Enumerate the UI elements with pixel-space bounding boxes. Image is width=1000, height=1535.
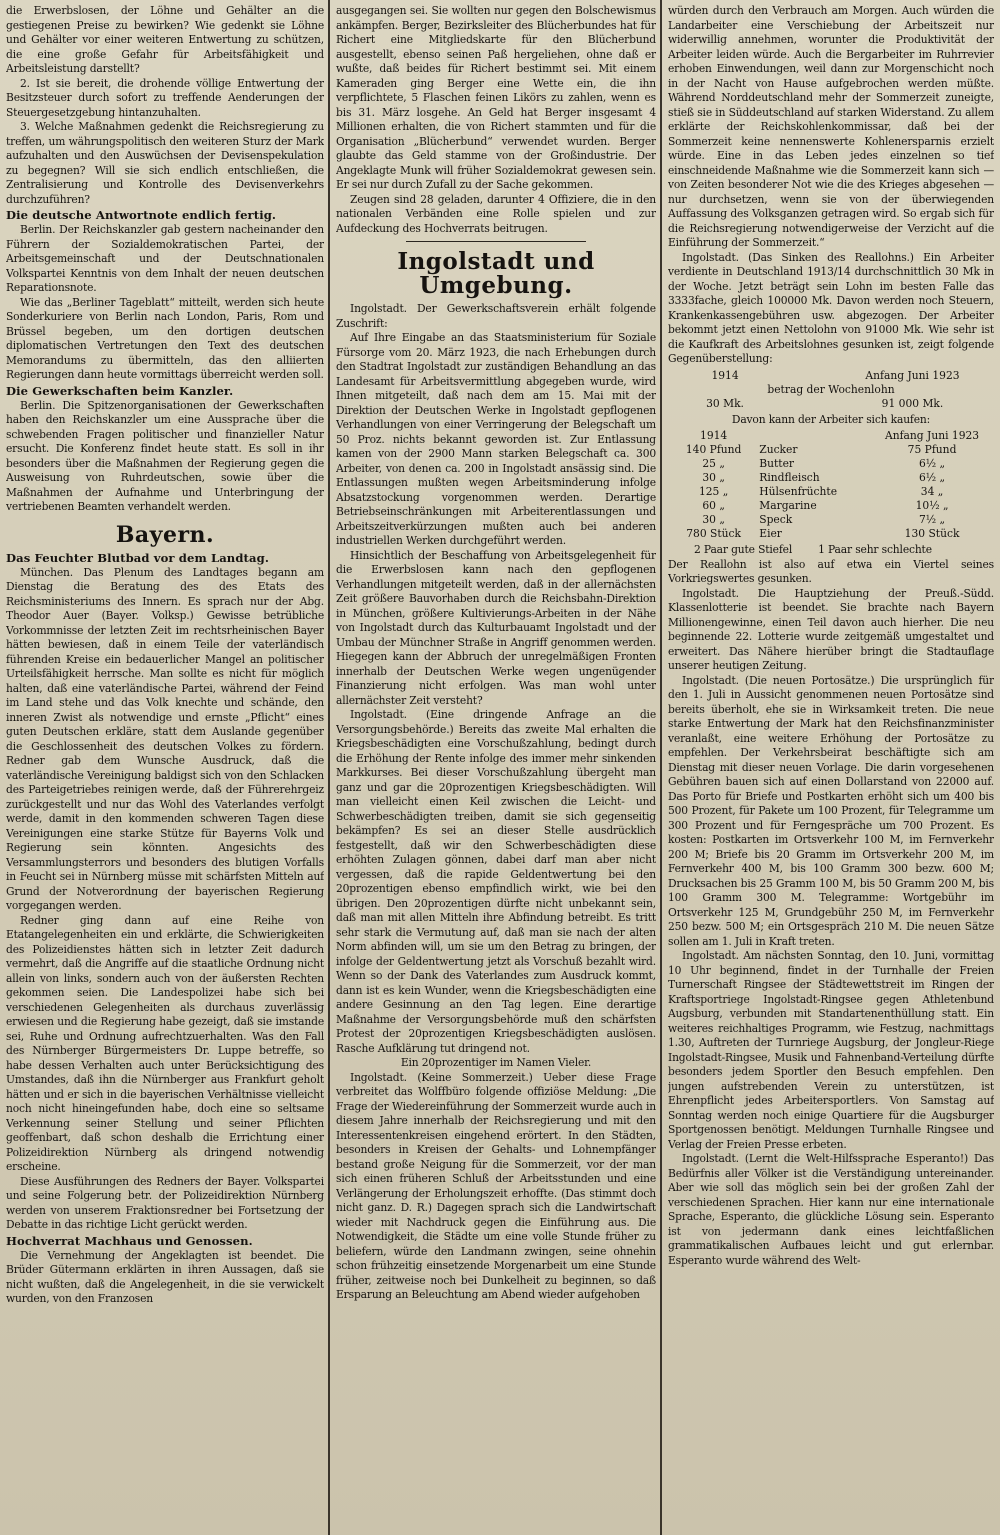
article-text: Ingolstadt. (Das Sinken des Reallohns.) Ein Arbeiter verdiente in Deutschland 1913/14 durchschnittlich 30 Mk in der Woche. Jetzt beträgt sein Lohn im besten Falle das 3333fache, gleich 100000 Mk. Davon werden noch Steuern, Krankenkassengebühren usw. abgezogen. Der Arbeiter bekommt jetzt einen Nettolohn von 91000 Mk. Wie sehr ist die Kaufkraft des Arbeitslohnes gesunken ist, zeigt folgende Gegenüberstellung: [668, 250, 994, 365]
article-text: 3. Welche Maßnahmen gedenkt die Reichsregierung zu treffen, um währungspolitisch den weiteren Sturz der Mark aufzuhalten und den Auswüchsen der Devisenspekulation zu begegnen? Will sie sich endlich entschließen, die Zentralisierung und Kontrolle des Devisenverkehrs durchzuführen? [6, 120, 324, 206]
article-text: Redner ging dann auf eine Reihe von Etatangelegenheiten ein und erklärte, die Schwierigkeiten des Polizeidienstes hätten sich in letzter Zeit dadurch vermehrt, daß die Angriffe auf die staatliche Ordnung nicht allein von links, sondern auch von der äußersten Rechten gekommen seien. Die Landespolizei habe sich bei verschiedenen Gelegenheiten als durchaus zuverlässig erwiesen und die Regierung habe gezeigt, daß sie imstande sei, Ruhe und Ordnung aufrechtzuerhalten. Was den Fall des Nürnberger Bürgermeisters Dr. Luppe betreffe, so habe dessen Verhalten auch unter Berücksichtigung des Umstandes, daß ihn die Nürnberger aus Frankfurt geholt hätten und er sich in die bayerischen Verhältnisse vielleicht noch nicht hineingefunden habe, doch eine so seltsame Verkennung seiner Stellung und seiner Pflichten geoffenbart, daß schon deshalb die Errichtung einer Polizeidirektion Nürnberg als dringend notwendig erscheine. [6, 913, 324, 1173]
table-cell: Rindfleisch [759, 471, 820, 484]
article-text: Ingolstadt. (Lernt die Welt-Hilfssprache Esperanto!) Das Bedürfnis aller Völker ist die Verständigung untereinander. Aber wie soll das möglich sein bei der großen Zahl der verschiedenen Sprachen. Hier kann nur eine internationale Sprache, Esperanto, die glückliche Lösung sein. Esperanto ist von jedermann dank eines leichtfaßlichen grammatikalischen Aufbaues leicht und gut erlernbar. Esperanto wurde während des Welt- [668, 1152, 994, 1267]
column-left [6, 4, 324, 1531]
table-cell: 7½ „ [919, 513, 946, 526]
article-text: Berlin. Die Spitzenorganisationen der Gewerkschaften haben den Reichskanzler um eine Aussprache über die schwebenden Fragen politischer und finanzieller Natur ersucht. Die Konferenz findet heute statt. Es soll in ihr besonders über die Maßnahmen der Regierung gegen die Ausweisung von Ruhrdeutschen, sowie über die Maßnahmen der Aufnahme und Unterbringung der vertriebenen Beamten verhandelt werden. [6, 398, 324, 513]
table-cell: 91 000 Mk. [881, 396, 944, 410]
table-cell: 125 „ [698, 485, 729, 498]
table-row [668, 499, 994, 513]
table-row [668, 443, 994, 457]
article-text: die Erwerbslosen, der Löhne und Gehälter an die gestiegenen Preise zu bewirken? Wie gedenkt sie Löhne und Gehälter vor einer weiteren Entwertung zu schützen, die eine große Gefahr für Arbeitsfähigkeit und Arbeitsleistung darstellt? [6, 4, 324, 75]
article-text: Ingolstadt. Am nächsten Sonntag, den 10. Juni, vormittag 10 Uhr beginnend, findet in der Turnhalle der Freien Turnerschaft Ringsee der Städtewettstreit im Ringen der Kraftsportriege Ingolstadt-Ringsee gegen Athletenbund Augsburg, verbunden mit Standartenenthüllung statt. Ein weiteres reichhaltiges Programm, wie Festzug, nachmittags 1.30, Auftreten der Turnriege Augsburg, der Jongleur-Riege Ingolstadt-Ringsee, Musik und Fahnenband-Verteilung dürfte besonders jedem Sportler den Besuch empfehlen. Den jungen aufstrebenden Verein zu unterstützen, ist Ehrenpflicht jedes Arbeitersportlers. Von Samstag auf Sonntag werden noch einige Quartiere für die Augsburger Sportgenossen benötigt. Meldungen Turnhalle Ringsee und Verlag der Freien Presse erbeten. [668, 949, 994, 1151]
article-text: Auf Ihre Eingabe an das Staatsministerium für Soziale Fürsorge vom 20. März 1923, die nach Erhebungen durch den Stadtrat Ingolstadt zur zuständigen Behandlung an das Landesamt für Arbeitsvermittlung abgegeben wurde, wird Ihnen mitgeteilt, daß nach dem am 15. Mai mit der Direktion der Deutschen Werke in Ingolstadt gepflogenen Verhandlungen von einer Verringerung der Belegschaft um 50 Proz. nichts bekannt geworden ist. Zur Entlassung kamen von der 2900 Mann starken Belegschaft ca. 300 Arbeiter, von denen ca. 200 in Ingolstadt ansässig sind. Die Entlassungen mußten wegen Arbeitsminderung infolge Absatzstockung vorgenommen werden. Derartige Betriebseinschränkungen mit Arbeiterentlassungen und Arbeitszeitverkürzungen mußten auch bei anderen industriellen Werken durchgeführt werden. [336, 331, 656, 547]
section-divider [406, 241, 586, 242]
article-text: würden durch den Verbrauch am Morgen. Auch würden die Landarbeiter eine Verschiebung der Arbeitszeit nur widerwillig annehmen, worunter die Produktivität der Arbeiter leiden würde. Auch die Bergarbeiter im Ruhrrevier erhoben Einwendungen, weil dann zur Morgenschicht noch in der Nacht von Hause aufgebrochen werden müßte. Während Norddeutschland mehr der Sommerzeit zuneigte, stieß sie in Süddeutschland auf starken Widerstand. Zu allem erklärte der Reichskohlenkommissar, daß bei der Sommerzeit keine nennenswerte Kohlenersparnis erzielt würde. Eine in das Leben jedes einzelnen so tief einschneidende Maßnahme wie die Sommerzeit kann sich — von Zeiten besonderer Not wie die des Krieges abgesehen — nur durchsetzen, wenn sie von der überwiegenden Auffassung des Volksganzen getragen wird. So ergab sich für die Reichsregierung notwendigerweise der Verzicht auf die Einführung der Sommerzeit.“ [668, 4, 994, 249]
table-cell: Margarine [759, 499, 817, 512]
article-text: Die Vernehmung der Angeklagten ist beendet. Die Brüder Gütermann erklärten in ihren Aussagen, daß sie nicht wußten, daß die Angelegenheit, in die sie verwickelt wurden, von den Franzosen [6, 1248, 324, 1305]
column-right [668, 4, 994, 1531]
goods-table [668, 429, 994, 541]
column-middle [336, 4, 656, 1531]
article-text: Der Reallohn ist also auf etwa ein Viertel seines Vorkriegswertes gesunken. [668, 557, 994, 585]
headline-gewerkschaften: Die Gewerkschaften beim Kanzler. [6, 383, 234, 398]
column-rule [328, 0, 330, 1535]
article-text: München. Das Plenum des Landtages begann am Dienstag die Beratung des des Etats des Reichsministeriums des Innern. Es sprach nur der Abg. Theodor Auer (Bayer. Volksp.) Gewisse betrübliche Vorkommnisse der letzten Zeit im rechtsrheinischen Bayer hätten bewiesen, daß in einem Teile der vaterländisch führenden Kreise ein bedauerlicher Mangel an politischer Urteilsfähigkeit herrsche. Man sollte es nicht für möglich halten, daß eine vaterländische Partei, während der Feind im Land stehe und das Volk knechte und schände, den inneren Zwist als notwendige und ernste „Pflicht“ eines guten Deutschen erkläre, statt dem Auslande gegenüber die Geschlossenheit des deutschen Volkes zu fördern. Redner gab dem Wunsche Ausdruck, daß die vaterländische Vereinigung baldigst sich von den Schlacken des Parteigetriebes reinigen werde, daß der Führerehrgeiz zurückgestellt und nur das Wohl des Vaterlandes verfolgt werde, damit in den kommenden schweren Tagen diese Vereinigungen eine starke Stütze für Bayerns Volk und Regierung sein könnten. Angesichts des Versammlungsterrors und besonders des blutigen Vorfalls in Feucht sei in Nürnberg müsse mit schärfsten Mitteln auf Grund der Notverordnung der bayerischen Regierung vorgegangen werden. [6, 565, 324, 912]
table-cell: 75 Pfund [907, 443, 957, 456]
table-cell: Speck [759, 513, 793, 526]
table-row [668, 527, 994, 541]
table-row [668, 513, 994, 527]
table-header-juni: Anfang Juni 1923 [884, 429, 980, 442]
table-cell: 60 „ [702, 499, 725, 512]
table-cell: 780 Stück [686, 527, 742, 540]
article-text: Ingolstadt. Die Hauptziehung der Preuß.-Südd. Klassenlotterie ist beendet. Sie brachte nach Bayern Millionengewinne, einen Teil davon auch hierher. Die neu beginnende 22. Lotterie wurde zeitgemäß umgestaltet und erweitert. Das Nähere hierüber bringt die Stadtauflage unserer heutigen Zeitung. [668, 586, 994, 672]
table-caption: betrag der Wochenlohn [767, 382, 895, 396]
headline-antwortnote: Die deutsche Antwortnote endlich fertig. [6, 208, 277, 222]
table-row [668, 457, 994, 471]
table-cell: Hülsenfrüchte [759, 485, 838, 498]
table-caption: Davon kann der Arbeiter sich kaufen: [731, 412, 931, 426]
table-cell: 6½ „ [919, 457, 946, 470]
column-rule [660, 0, 662, 1535]
table-cell: 30 „ [702, 471, 725, 484]
article-text: Ingolstadt. Der Gewerkschaftsverein erhält folgende Zuschrift: [336, 302, 656, 330]
table-cell: 6½ „ [919, 471, 946, 484]
table-last-row: 2 Paar gute Stiefel 1 Paar sehr schlechte [694, 543, 932, 556]
article-text: Diese Ausführungen des Redners der Bayer. Volkspartei und seine Folgerung betr. der Polizeidirektion Nürnberg werden von unserem Fraktionsredner bei Fortsetzung der Debatte in das richtige Licht gerückt werden. [6, 1174, 324, 1231]
article-text: Zeugen sind 28 geladen, darunter 4 Offiziere, die in den nationalen Verbänden eine Rolle spielen und zur Aufdeckung des Hochverrats beitrugen. [336, 192, 656, 235]
table-header-1914: 1914 [700, 429, 728, 442]
table-cell: 10½ „ [915, 499, 949, 512]
table-cell: 25 „ [702, 457, 725, 470]
headline-feucht: Das Feuchter Blutbad vor dem Landtag. [6, 550, 269, 565]
article-text: Wie das „Berliner Tageblatt“ mitteilt, werden sich heute Sonderkuriere von Berlin nach London, Paris, Rom und Brüssel begeben, um den dortigen deutschen diplomatischen Vertretungen den Text des deutschen Memorandums zu übermitteln, das den alliierten Regierungen dann heute vormittags überreicht werden soll. [6, 295, 324, 381]
section-title-bayern: Bayern. [115, 521, 215, 548]
table-header-juni: Anfang Juni 1923 [865, 368, 960, 382]
table-cell: 30 Mk. [706, 396, 744, 410]
table-cell: 34 „ [920, 485, 944, 498]
table-row [668, 471, 994, 485]
headline-hochverrat: Hochverrat Machhaus und Genossen. [6, 1233, 253, 1248]
article-text: Ingolstadt. (Eine dringende Anfrage an die Versorgungsbehörde.) Bereits das zweite Mal erhalten die Kriegsbeschädigten eine Vorschußzahlung, bedingt durch die Erhöhung der Rente infolge des immer mehr sinkenden Markkurses. Bei dieser Vorschußzahlung übergeht man ganz und gar die 20prozentigen Kriegsbeschädigten. Will man vielleicht einen Keil zwischen die Leicht- und Schwerbeschädigten treiben, damit sie sich gegenseitig bekämpfen? Es sei an dieser Stelle ausdrücklich festgestellt, daß wir den Schwerbeschädigten diese erhöhten Zulagen gönnen, dabei darf man aber nicht vergessen, daß die rapide Geldentwertung bei den 20prozentigen ebenso empfindlich wirkt, wie bei den übrigen. Den 20prozentigen dürfte nicht unbekannt sein, daß man mit allen Mitteln ihre Abfindung betreibt. Es tritt sehr stark die Vermutung auf, daß man sie nach der alten Norm abfinden will, um sie um den Betrag zu bringen, der infolge der Geldentwertung jetzt als Vorschuß bezahlt wird. Wenn so der Dank des Vaterlandes zum Ausdruck kommt, dann ist es kein Wunder, wenn die Kriegsbeschädigten eine andere Gesinnung an den Tag legen. Eine derartige Maßnahme der Versorgungsbehörde muß den schärfsten Protest der 20prozentigen Kriegsbeschädigten auslösen. Rasche Aufklärung tut dringend not. [336, 708, 656, 1055]
article-text: Ingolstadt. (Die neuen Portosätze.) Die ursprünglich für den 1. Juli in Aussicht genommenen neuen Portosätze sind bereits überholt, ehe sie in Wirksamkeit treten. Die neue starke Entwertung der Mark hat den Reichsfinanzminister veranlaßt, eine weitere Erhöhung der Portosätze zu empfehlen. Der Verkehrsbeirat beschäftigte sich am Dienstag mit dieser neuen Vorlage. Die darin vorgesehenen Gebühren bauen sich auf einen Dollarstand von 22000 auf. Das Porto für Briefe und Postkarten erhöht sich um 400 bis 500 Prozent, für Pakete um 100 Prozent, für Telegramme um 300 Prozent und für Ferngespräche um 700 Prozent. Es kosten: Postkarten im Ortsverkehr 100 M, im Fernverkehr 200 M; Briefe bis 20 Gramm im Ortsverkehr 200 M, im Fernverkehr 400 M, bis 100 Gramm 300 bezw. 600 M; Drucksachen bis 25 Gramm 100 M, bis 50 Gramm 200 M, bis 100 Gramm 300 M. Telegramme: Wortgebühr im Ortsverkehr 125 M, Grundgebühr 250 M, im Fernverkehr 250 bezw. 500 M; ein Ortsgespräch 210 M. Die neuen Sätze sollen am 1. Juli in Kraft treten. [668, 673, 994, 948]
table-cell: 130 Stück [904, 527, 960, 540]
article-text: ausgegangen sei. Sie wollten nur gegen den Bolschewismus ankämpfen. Berger, Bezirksleiter des Blücherbundes hat für Richert eine Mitgliedskarte für den Blücherbund ausgestellt, ebenso seinen Paß hergeliehen, ohne daß er wußte, daß beides für Richert bestimmt sei. Mit einem Kameraden ging Berger eine Wette ein, die ihn verpflichtete, 5 Flaschen feinen Likörs zu zahlen, wenn es bis 31. März losgehe. An Geld hat Berger insgesamt 4 Millionen erhalten, die von Richert stammten und für die Organisation „Blücherbund“ verwendet wurden. Berger glaubte das Geld stamme von der Großindustrie. Der Angeklagte Munk will früher Sozialdemokrat gewesen sein. Er sei nur durch Zufall zu der Sache gekommen. [336, 4, 656, 191]
table-header-1914: 1914 [711, 368, 739, 382]
article-text: Ingolstadt. (Keine Sommerzeit.) Ueber diese Frage verbreitet das Wolffbüro folgende offiziöse Meldung: „Die Frage der Wiedereinführung der Sommerzeit wurde auch in diesem Jahre innerhalb der Reichsregierung und mit den Interessentenkreisen eingehend erörtert. In den Städten, besonders in Kreisen der Gehalts- und Lohnempfänger bestand große Neigung für die Sommerzeit, vor der man sich einen früheren Schluß der Arbeitsstunden und eine Verlängerung der Erholungszeit erhoffte. (Das stimmt doch nicht ganz. D. R.) Dagegen sprach sich die Landwirtschaft wieder mit Nachdruck gegen die Einführung aus. Die Notwendigkeit, die Städte um eine volle Stunde früher zu beliefern, würde den Landmann zwingen, seine ohnehin schon frühzeitig einsetzende Morgenarbeit um eine Stunde früher, zeitweise noch bei Dunkelheit zu beginnen, so daß Ersparung an Beleuchtung am Abend wieder aufgehoben [336, 1070, 656, 1301]
table-cell: Butter [759, 457, 795, 470]
table-row [668, 485, 994, 499]
article-text: 2. Ist sie bereit, die drohende völlige Entwertung der Besitzsteuer durch sofort zu treffende Aenderungen der Steuergesetzgebung hintanzuhalten. [6, 76, 324, 119]
table-cell: Eier [759, 527, 782, 540]
article-text: Hinsichtlich der Beschaffung von Arbeitsgelegenheit für die Erwerbslosen kann nach den gepflogenen Verhandlungen mitgeteilt werden, daß in der allernächsten Zeit größere Bauvorhaben durch die Reichsbahn-Direktion in München, größere Kultivierungs-Arbeiten in der Nähe von Ingolstadt durch das Kulturbauamt Ingolstadt und der Umbau der Münchner Straße in Angriff genommen werden. Hiegegen kann der Abbruch der unregelmäßigen Fronten innerhalb der Deutschen Werke wegen ungenügender Finanzierung nicht erfolgen. Was man wohl unter allernächster Zeit versteht? [336, 548, 656, 707]
table-cell: 140 Pfund [685, 443, 742, 456]
signature-line: Ein 20prozentiger im Namen Vieler. [400, 1056, 592, 1069]
section-title-ingolstadt: Ingolstadt und Umgebung. [397, 248, 595, 299]
table-cell: 30 „ [702, 513, 725, 526]
article-text: Berlin. Der Reichskanzler gab gestern nacheinander den Führern der Sozialdemokratischen Partei, der Arbeitsgemeinschaft und der Deutschnationalen Volkspartei Kenntnis von dem Inhalt der neuen deutschen Reparationsnote. [6, 223, 324, 294]
table-cell: Zucker [759, 443, 798, 456]
wage-table [668, 369, 994, 411]
